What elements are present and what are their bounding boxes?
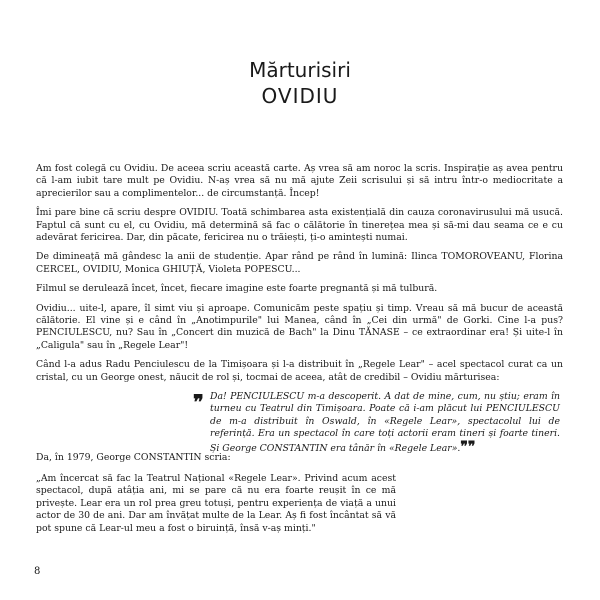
after-quote-line: Da, în 1979, George CONSTANTIN scria: [36, 452, 231, 463]
chapter-subtitle: OVIDIU [261, 84, 339, 108]
chapter-title: Mărturisiri [249, 58, 351, 82]
paragraph: Ovidiu... uite-l, apare, îl simt viu și aproape. Comunicăm peste spațiu și timp. Vreau să mă bucur de această călătorie. El vine și e când în „Anotimpurile" lui Manea, când în „Cei din urmă" de Gorki. Cine l-a pus? PENCIULESCU, nu? Sau în „Concert din muzică de Bach" la Dinu TĂNASE – ce extraordinar era! Și uite-l în „Caligula" sau în „Regele Lear"! [36, 302, 563, 351]
paragraph: Îmi pare bine că scriu despre OVIDIU. Toată schimbarea asta existențială din cauza coronavirusului mă usucă. Faptul că sunt cu el, cu Ovidiu, mă determină să fac o călătorie în tinerețea mea și să-mi dau seama ce e cu adevărat fericirea. Dar, din păcate, fericirea nu o trăiești, ți-o amintești numai. [36, 207, 563, 244]
body-text [36, 163, 563, 391]
chapter-heading [0, 58, 600, 108]
open-quote-mark: ❞ [193, 390, 204, 414]
page-number: 8 [34, 566, 41, 577]
paragraph: Filmul se derulează încet, încet, fiecare imagine este foarte pregnantă și mă tulbură. [36, 283, 438, 295]
quote-body: Da! PENCIULESCU m-a descoperit. A dat de mine, cum, nu știu; eram în turneu cu Teatrul din Timișoara. Poate că i-am plăcut lui PENCIULESCU de m-a distribuit în Oswald, în «Regele Lear», spectacolul lui de referință. Era un spectacol în care toți actorii eram tineri și foarte tineri. Și George CONSTANTIN era tânăr în «Regele Lear». [210, 391, 560, 454]
quote-text [210, 391, 560, 455]
close-quote-mark: ❞❞ [460, 438, 476, 455]
inner-quote: „Am încercat să fac la Teatrul Național «Regele Lear». Privind acum acest spectacol, după atâția ani, mi se pare că nu era foarte reușit în ce mă privește. Lear era un rol prea greu totuși, pentru experiența de viață a unui actor de 30 de ani. Dar am învățat multe de la Lear. Aș fi fost încântat să vă pot spune că Lear-ul meu a fost o biruință, însă v-aș minți." [36, 473, 396, 534]
block-quote [210, 391, 560, 455]
paragraph: Când l-a adus Radu Penciulescu de la Timișoara și l-a distribuit în „Regele Lear" – acel spectacol curat ca un cristal, cu un George onest, năucit de rol și, tocmai de aceea, atât de credibil – Ovidiu mărturisea: [36, 359, 563, 383]
paragraph: De dimineață mă gândesc la anii de studenție. Apar rând pe rând în lumină: Ilinca TOMOROVEANU, Florina CERCEL, OVIDIU, Monica GHIUȚĂ, Violeta POPESCU... [36, 251, 563, 275]
paragraph: Am fost colegă cu Ovidiu. De aceea scriu această carte. Aș vrea să am noroc la scris. Inspirație aș avea pentru că l-am iubit tare mult pe Ovidiu. N-aș vrea să nu mă ajute Zeii scrisului și să intru într-o mediocritate a aprecierilor sau a complimentelor... de circumstanță. Încep! [36, 163, 563, 199]
